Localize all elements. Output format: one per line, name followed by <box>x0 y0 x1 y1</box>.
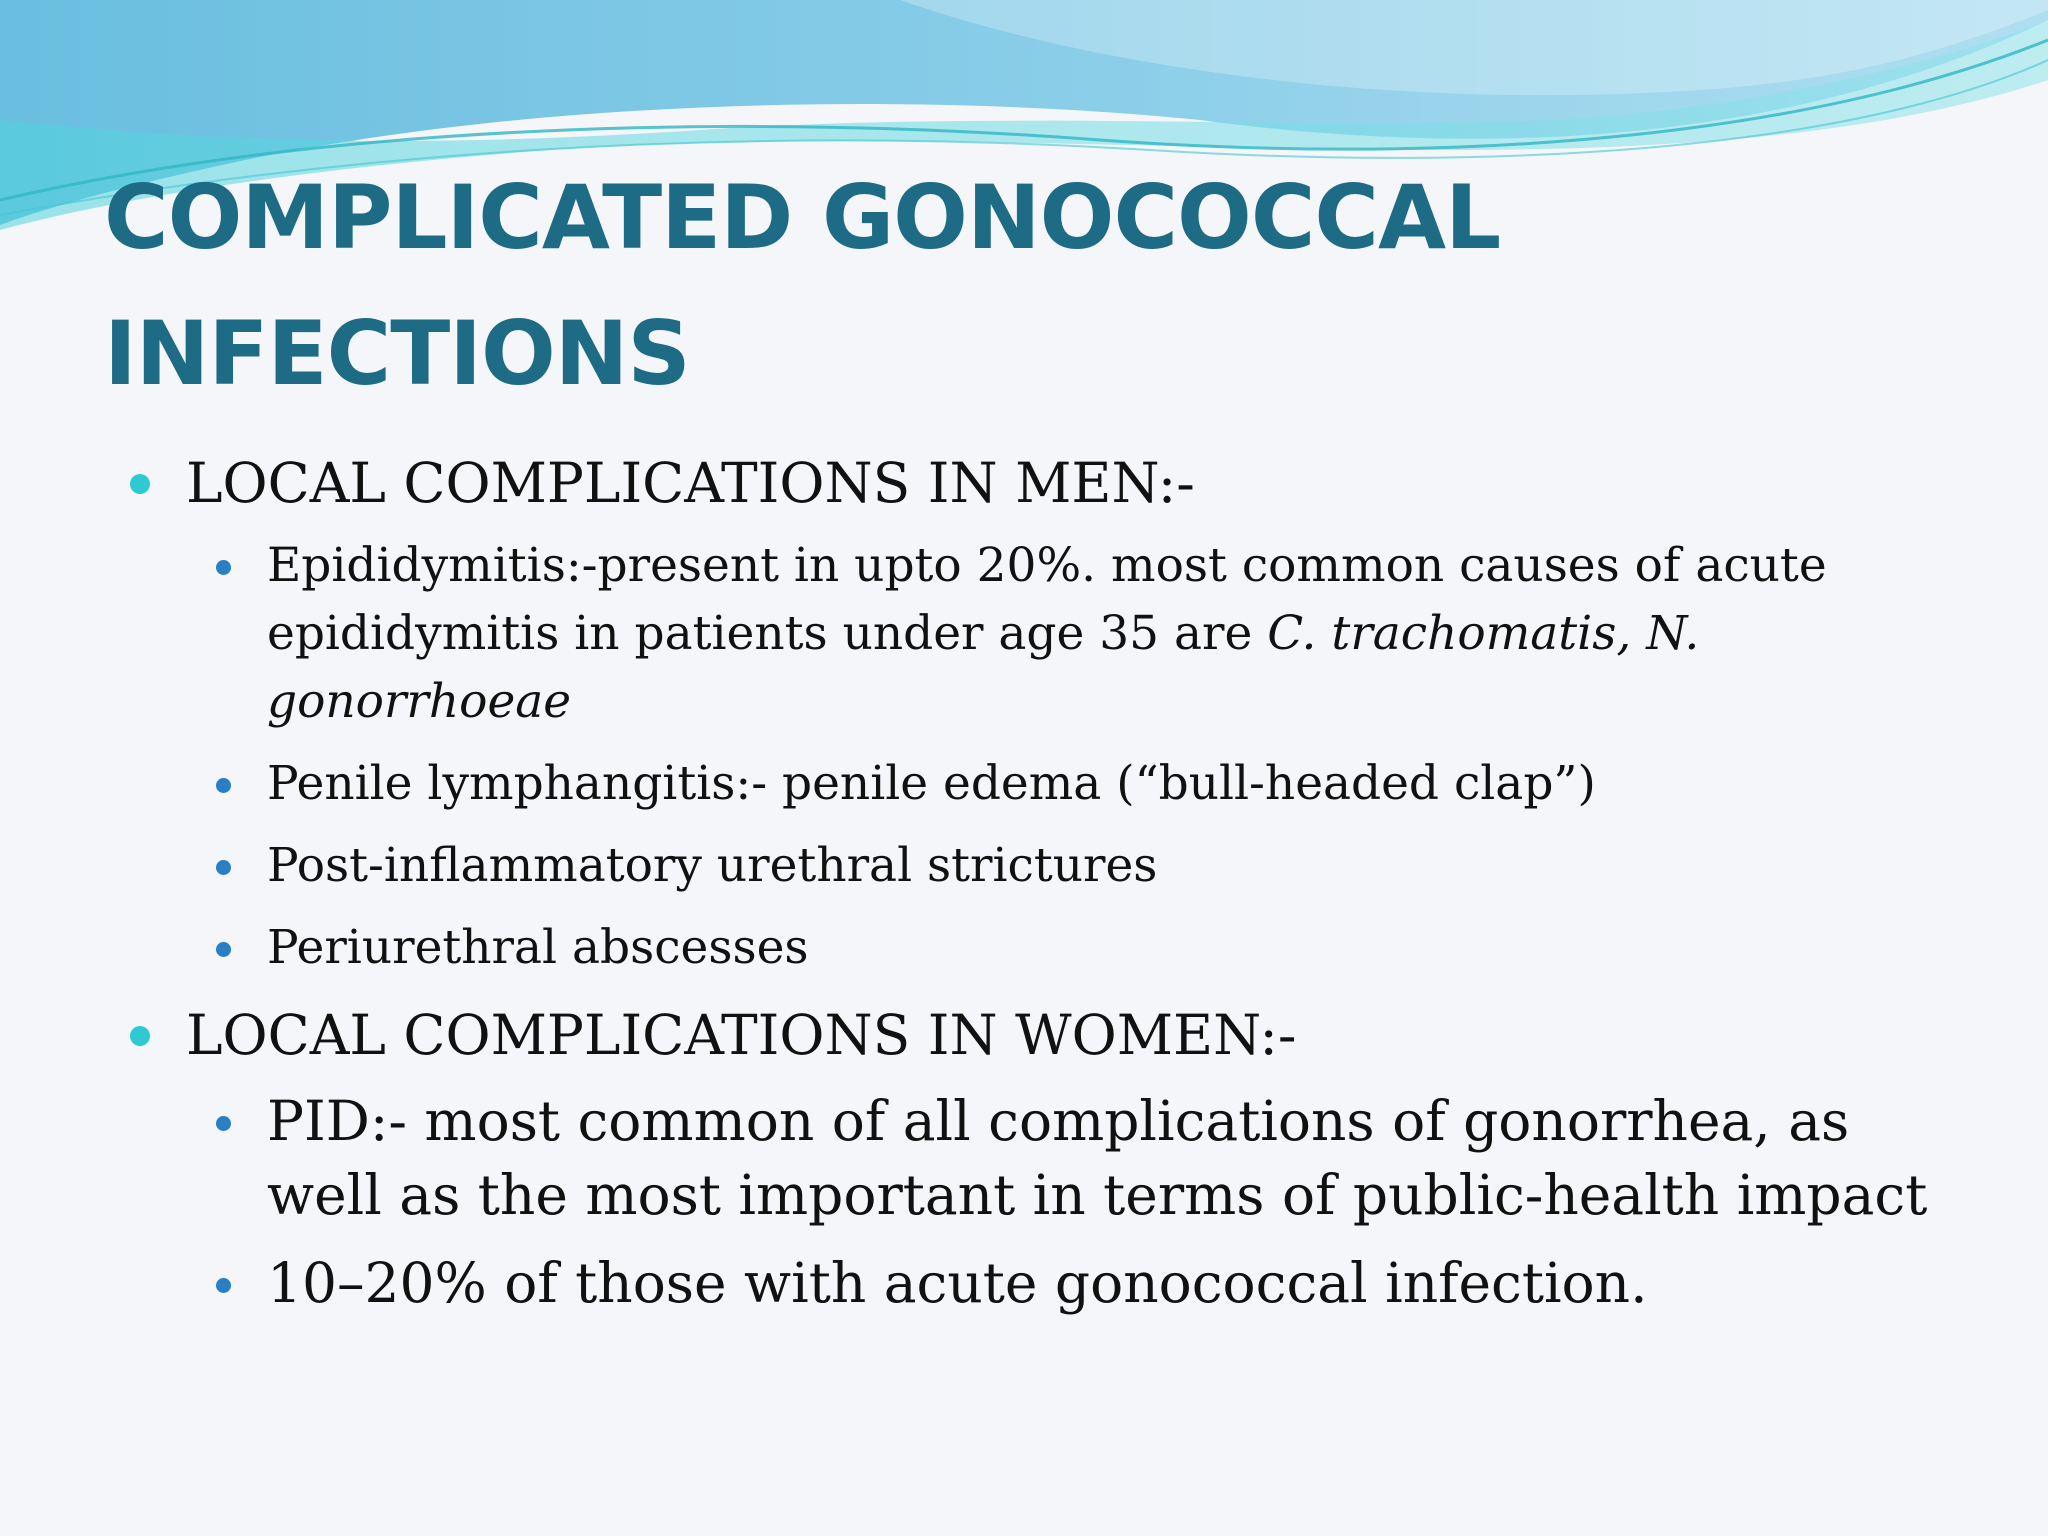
list-item <box>130 1084 1930 1232</box>
bullet-icon <box>130 1026 150 1046</box>
urethral-strictures-text: Post-inflammatory urethral strictures <box>267 838 1158 893</box>
women-heading: LOCAL COMPLICATIONS IN WOMEN:- <box>186 1003 1297 1067</box>
periurethral-abscesses-text: Periurethral abscesses <box>267 920 809 975</box>
list-item <box>130 532 1930 736</box>
men-heading: LOCAL COMPLICATIONS IN MEN:- <box>186 451 1195 515</box>
list-item <box>130 1246 1930 1320</box>
women-section <box>130 1000 1930 1320</box>
slide-body <box>130 448 1930 1334</box>
list-item <box>130 750 1930 818</box>
bullet-icon <box>216 942 231 957</box>
incidence-text: 10–20% of those with acute gonococcal infection. <box>267 1251 1648 1315</box>
pathogens-italic: C. trachomatis, N. gonorrhoeae <box>267 606 1700 729</box>
pid-text: PID:- most common of all complications of gonorrhea, as well as the most important in terms of public-health impact <box>267 1089 1928 1227</box>
list-item <box>130 914 1930 982</box>
women-heading-item <box>130 1000 1930 1070</box>
bullet-icon <box>216 1278 231 1293</box>
men-complications-list <box>130 532 1930 982</box>
epididymitis-text: Epididymitis:-present in upto 20%. most common causes of acute epididymitis in patients under age 35 are <box>267 538 1827 661</box>
penile-lymphangitis-text: Penile lymphangitis:- penile edema (“bull-headed clap”) <box>267 756 1596 811</box>
list-item <box>130 832 1930 900</box>
slide-title <box>104 150 1604 422</box>
bullet-icon <box>216 860 231 875</box>
bullet-icon <box>216 1116 231 1131</box>
title-line-1: COMPLICATED GONOCOCCAL <box>104 166 1501 269</box>
men-heading-item <box>130 448 1930 518</box>
men-section <box>130 448 1930 982</box>
title-line-2: INFECTIONS <box>104 302 690 405</box>
bullet-icon <box>216 778 231 793</box>
bullet-icon <box>216 560 231 575</box>
women-complications-list <box>130 1084 1930 1320</box>
bullet-icon <box>130 474 150 494</box>
